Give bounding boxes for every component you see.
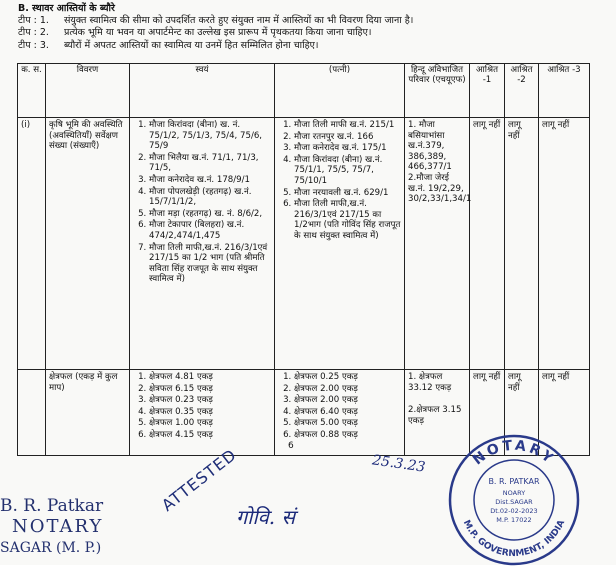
list-item: 5. मौजा मड़ा (रहतगढ़) ख. नं. 8/6/2,	[149, 209, 271, 220]
cell-desc: कृषि भूमि की अवस्थिति (अवस्थितियाँ) सर्वेक्षण संख्या (संख्याएँ)	[46, 118, 130, 370]
cell-dep1: लागू नहीं	[470, 118, 505, 370]
list-item: 2. मौजा रतनपुर ख.नं. 166	[294, 132, 401, 143]
list-item: 4. क्षेत्रफल 6.40 एकड़	[294, 407, 401, 418]
col-header-dep2: आश्रित -2	[505, 64, 539, 118]
list-item: 7. मौजा तिली माफी,ख.नं. 216/3/1एवं 217/15 का 1/2 भाग (पति श्रीमति सविता सिंह राजपूत के साथ संयुक्त स्वामित्व में)	[149, 243, 271, 285]
list-item: 1. क्षेत्रफल 0.25 एकड़	[294, 372, 401, 383]
list-item: 1. मौजा किरांवदा (बीना) ख. नं. 75/1/2, 75/1/3, 75/4, 75/6, 75/9	[149, 120, 271, 152]
list-item: 5. क्षेत्रफल 1.00 एकड़	[149, 418, 271, 429]
col-header-dep1: आश्रित -1	[470, 64, 505, 118]
list-item: 6. मौजा तिली माफी,ख.नं. 216/3/1एवं 217/15 का 1/2भाग (पति गोविंद सिंह राजपूत के साथ संयुक्त स्वामित्व में)	[294, 199, 401, 241]
col-header-wife: (पत्नी)	[275, 64, 405, 118]
note-1: टीप : 1. संयुक्त स्वामित्व की सीमा को उपदर्शित करते हुए संयुक्त नाम में आस्तियों का भी विवरण दिया जाना है।	[18, 15, 414, 26]
cell-self	[130, 370, 275, 456]
list-item: 3. मौजा कनेरादेव ख.नं. 175/1	[294, 143, 401, 154]
seal-top-text: NOTARY	[469, 437, 559, 469]
list-item: 4. मौजा पोपलखेड़ी (रहतगढ़) ख.नं. 15/7/1/1/2,	[149, 187, 271, 208]
huf-entry: 1. मौजा बसियाभांसा ख.नं.379, 386,389, 466,377/1	[408, 120, 452, 173]
cell-wife	[275, 370, 405, 456]
seal-bottom-text: M.P. GOVERNMENT, INDIA	[460, 518, 568, 560]
list-item: 2. मौजा भिलैया ख.नं. 71/1, 71/3, 71/5,	[149, 153, 271, 174]
seal-inner-line: M.P. 17022	[496, 516, 532, 524]
cell-dep3: लागू नहीं	[539, 118, 590, 370]
list-item: 4. मौजा किरांवदा (बीना) ख.नं. 75/1/1, 75/5, 75/7, 75/10/1	[294, 155, 401, 187]
notary-title: NOTARY	[12, 516, 104, 537]
cell-dep2: लागू नहीं	[505, 118, 539, 370]
col-header-desc: विवरण	[46, 64, 130, 118]
huf-entry: 1. क्षेत्रफल 33.12 एकड़	[408, 372, 452, 393]
list-item: 5. मौजा नरयावली ख.नं. 629/1	[294, 188, 401, 199]
cell-self	[130, 118, 275, 370]
cell-sno	[18, 370, 46, 456]
cell-wife	[275, 118, 405, 370]
seal-inner-line: NOARY	[502, 489, 526, 497]
list-item: 5. क्षेत्रफल 5.00 एकड़	[294, 418, 401, 429]
signature-left: गोवि. सं	[236, 505, 295, 529]
notary-name: B. R. Patkar	[0, 496, 104, 516]
list-item: 1. मौजा तिली माफी ख.नं. 215/1	[294, 120, 401, 131]
cell-dep3: लागू नहीं	[539, 370, 590, 456]
seal-inner-line: Dist.SAGAR	[495, 498, 533, 506]
svg-text:NOTARY	[470, 438, 558, 469]
list-item: 3. मौजा कनेरादेव ख.नं. 178/9/1	[149, 175, 271, 186]
notary-seal-icon	[446, 432, 582, 568]
note-3: टीप : 3. ब्यौरों में अपतट आस्तियों का स्वामित्व या उनमें हित सम्मिलित होना चाहिए।	[18, 40, 319, 51]
signature-right: 25.3.23	[371, 452, 427, 476]
huf-entry: 2.मौजा जेरई ख.नं. 19/2,29, 30/2,33/1,34/1	[408, 172, 472, 205]
list-item: 1. क्षेत्रफल 4.81 एकड़	[149, 372, 271, 383]
col-header-huf: हिन्दू अविभाजित परिवार (एचयूएफ)	[405, 64, 470, 118]
cell-huf	[405, 118, 470, 370]
table-row	[18, 118, 590, 370]
cell-dep1: लागू नहीं	[470, 370, 505, 456]
assets-table	[17, 63, 590, 456]
col-header-sno: क. स.	[18, 64, 46, 118]
note-2: टीप : 2. प्रत्येक भूमि या भवन या अपार्टमेन्ट का उल्लेख इस प्रारूप में पृथकतया किया जाना चाहिए।	[18, 27, 372, 38]
list-item: 3. क्षेत्रफल 2.00 एकड़	[294, 395, 401, 406]
list-item: 6. क्षेत्रफल 4.15 एकड़	[149, 430, 271, 441]
list-item: 6. क्षेत्रफल 0.88 एकड़	[294, 430, 401, 441]
list-item: 6. मौजा टेकापार (बिलहरा) ख.नं. 474/2,474/1,475	[149, 220, 271, 241]
cell-desc: क्षेत्रफल (एकड़ में कुल माप)	[46, 370, 130, 456]
cell-sno: (i)	[18, 118, 46, 370]
cell-dep2: लागू नहीं	[505, 370, 539, 456]
page-number: 6	[288, 441, 294, 451]
huf-entry: 2.क्षेत्रफल 3.15 एकड़	[408, 405, 462, 426]
notary-place: SAGAR (M. P.)	[0, 540, 102, 556]
list-item: 3. क्षेत्रफल 0.23 एकड़	[149, 395, 271, 406]
attested-stamp: ATTESTED	[158, 444, 241, 515]
col-header-self: स्वयं	[130, 64, 275, 118]
col-header-dep3: आश्रित -3	[539, 64, 590, 118]
seal-inner-line: Dt.02-02-2023	[490, 507, 538, 515]
seal-inner-name: B. R. PATKAR	[488, 477, 540, 486]
list-item: 4. क्षेत्रफल 0.35 एकड़	[149, 407, 271, 418]
list-item: 2. क्षेत्रफल 6.15 एकड़	[149, 384, 271, 395]
list-item: 2. क्षेत्रफल 2.00 एकड़	[294, 384, 401, 395]
section-title: B. स्थावर आस्तियों के ब्यौरे	[18, 3, 115, 14]
table-header-row	[18, 64, 590, 118]
